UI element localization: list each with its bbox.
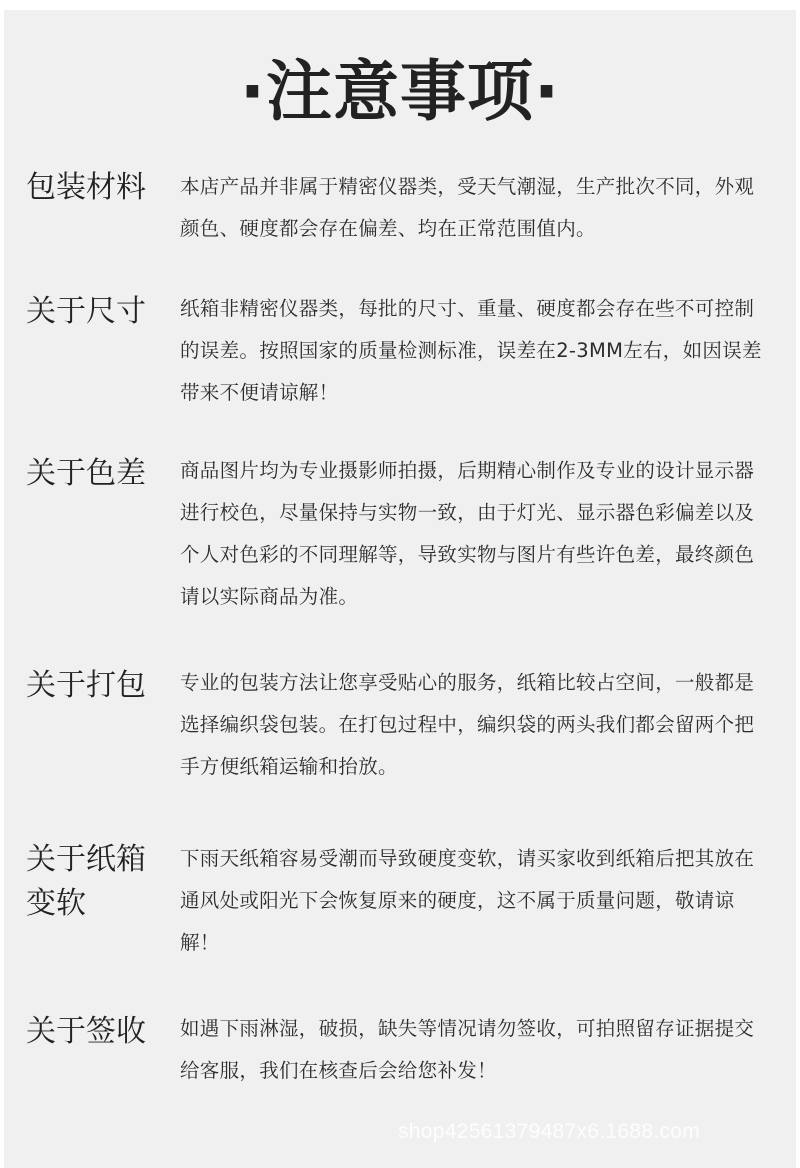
section-text: 本店产品并非属于精密仪器类，受天气潮湿，生产批次不同，外观颜色、硬度都会存在偏差、均在正常范围值内。 — [180, 175, 755, 240]
section-text: 下雨天纸箱容易受潮而导致硬度变软，请买家收到纸箱后把其放在通风处或阳光下会恢复原来的硬度，这不属于质量问题，敬请谅解！ — [180, 847, 755, 954]
section-text: 商品图片均为专业摄影师拍摄，后期精心制作及专业的设计显示器进行校色，尽量保持与实物一致，由于灯光、显示器色彩偏差以及个人对色彩的不同理解等，导致实物与图片有些许色差，最终颜色请以实际商品为准。 — [180, 459, 755, 608]
section-text: 专业的包装方法让您享受贴心的服务，纸箱比较占空间，一般都是选择编织袋包装。在打包过程中，编织袋的两头我们都会留两个把手方便纸箱运输和抬放。 — [180, 671, 755, 778]
section-label: 关于尺寸 — [26, 294, 146, 329]
section-label: 关于色差 — [26, 456, 146, 491]
section-text: 纸箱非精密仪器类，每批的尺寸、重量、硬度都会存在些不可控制的误差。按照国家的质量检测标准，误差在2-3MM左右，如因误差带来不便请谅解！ — [180, 297, 762, 404]
section-label: 包装材料 — [26, 170, 146, 205]
section-label: 关于签收 — [26, 1014, 146, 1049]
section-text: 如遇下雨淋湿，破损，缺失等情况请勿签收，可拍照留存证据提交给客服，我们在核查后会给您补发！ — [180, 1017, 755, 1082]
page-title: ·注意事项· — [239, 53, 561, 130]
section-label: 关于打包 — [26, 668, 146, 703]
section-label: 关于纸箱变软 — [26, 842, 146, 921]
shop-watermark: shop42561379487x6.1688.com — [398, 1120, 701, 1143]
